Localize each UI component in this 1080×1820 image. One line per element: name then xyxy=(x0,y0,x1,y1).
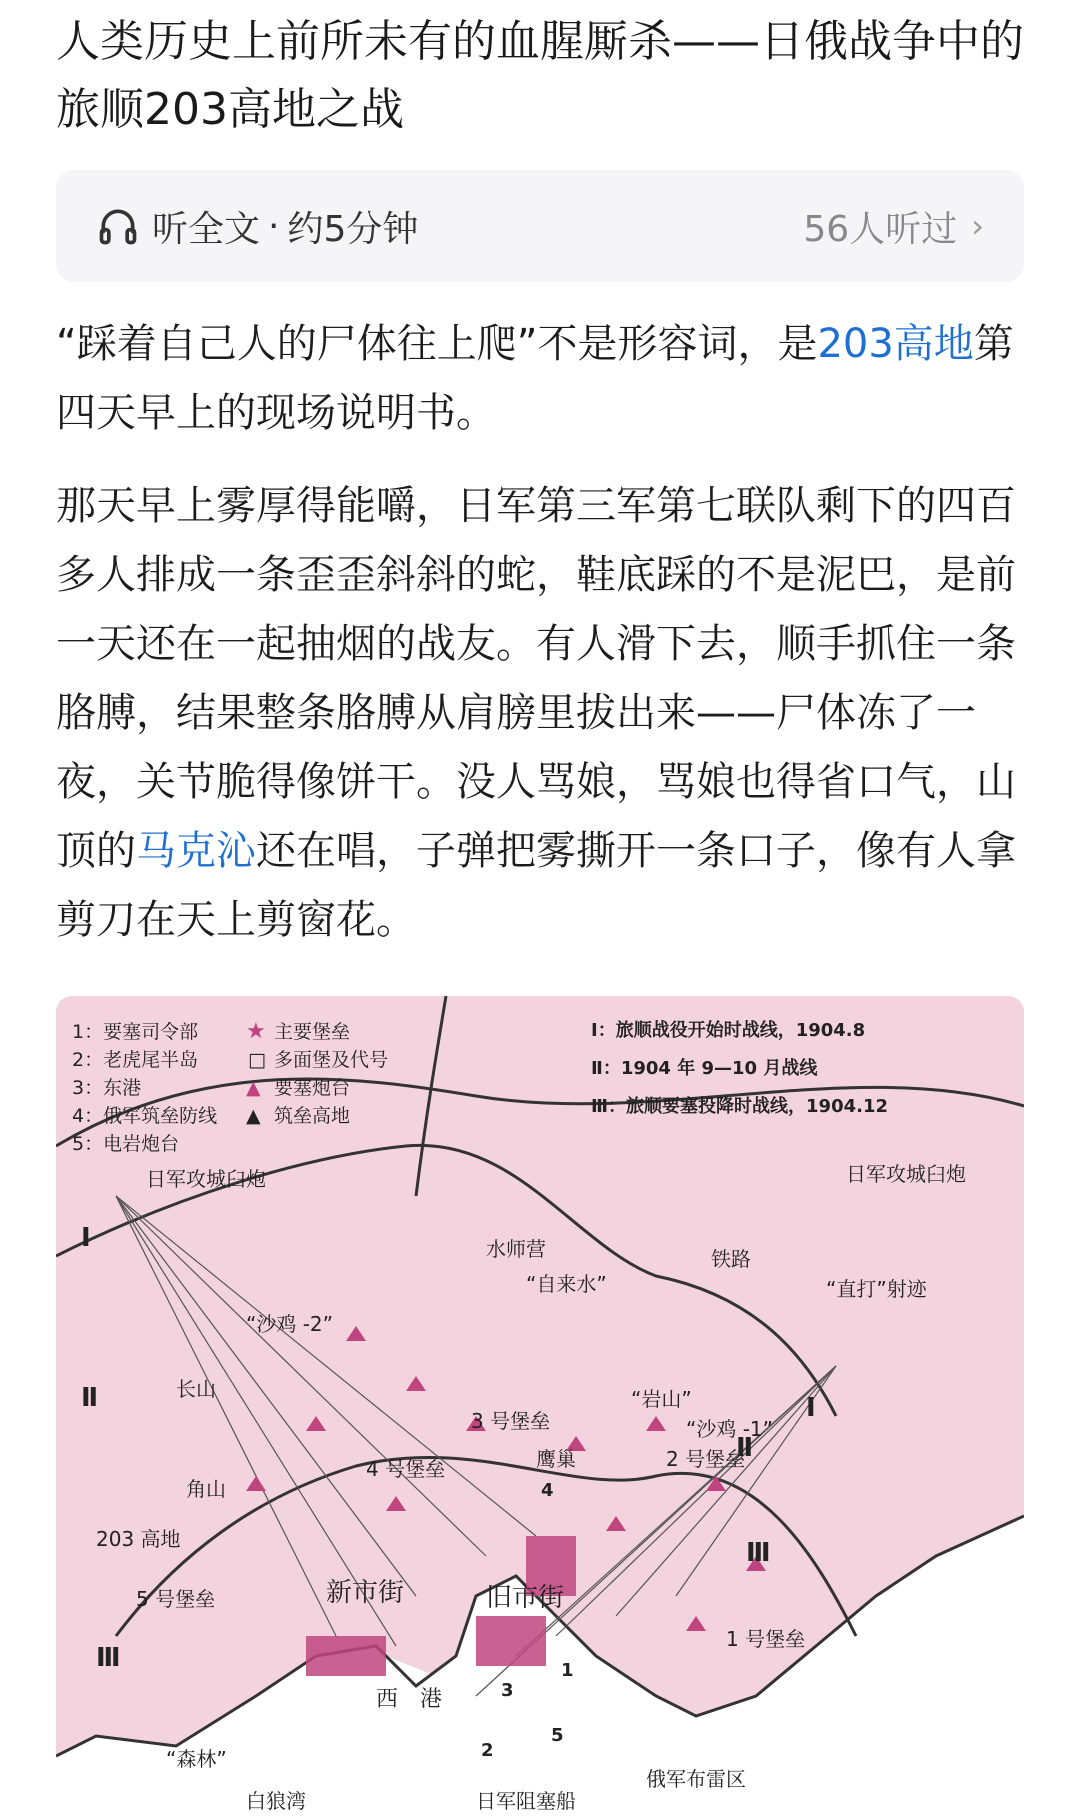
legend-left-item: 5：电岩炮台 xyxy=(72,1133,180,1155)
label-jiaoshan: 角山 xyxy=(186,1477,226,1501)
number-label: 1 xyxy=(561,1660,574,1681)
label-artillery-right: 日军攻城臼炮 xyxy=(846,1162,966,1186)
legend-left xyxy=(72,1021,217,1155)
label-fort2: 2 号堡垒 xyxy=(666,1447,746,1471)
p1-text-before: “踩着自己人的尸体往上爬”不是形容词，是 xyxy=(56,321,818,367)
link-203-hill[interactable]: 203高地 xyxy=(817,321,974,367)
numeral-I: Ⅰ xyxy=(806,1393,816,1423)
listen-full-text-bar[interactable] xyxy=(56,170,1024,282)
paragraph-1 xyxy=(56,310,1026,448)
legend-mid-item: 主要堡垒 xyxy=(274,1021,351,1043)
legend-right-item: Ⅰ：旅顺战役开始时战线，1904.8 xyxy=(591,1020,866,1041)
river xyxy=(416,996,446,1196)
numeral-III: Ⅲ xyxy=(96,1643,121,1673)
number-label: 5 xyxy=(551,1725,564,1746)
p2-text-before: 那天早上雾厚得能嚼，日军第三军第七联队剩下的四百多人排成一条歪歪斜斜的蛇，鞋底踩的不是泥巴，是前一天还在一起抽烟的战友。有人滑下去，顺手抓住一条胳膊，结果整条胳膊从肩膀里拔出来——尸体冻了一夜，关节脆得像饼干。没人骂娘，骂娘也得省口气，山顶的 xyxy=(56,483,1016,874)
label-railway: 铁路 xyxy=(711,1247,751,1271)
numeral-III: Ⅲ xyxy=(746,1538,771,1568)
numeral-II: Ⅱ xyxy=(81,1383,99,1413)
label-minefield: 俄军布雷区 xyxy=(646,1767,746,1791)
label-bailangwan: 白狼湾 xyxy=(246,1789,306,1813)
number-label: 2 xyxy=(481,1740,494,1761)
label-shuishiying: 水师营 xyxy=(486,1237,546,1261)
legend-mid-item: 多面堡及代号 xyxy=(274,1049,389,1071)
watermark xyxy=(764,1766,984,1806)
headphones-icon xyxy=(96,204,140,248)
legend-left-item: 1：要塞司令部 xyxy=(72,1021,199,1043)
legend-mid-item: 筑垒高地 xyxy=(274,1105,351,1127)
label-xigang: 西 港 xyxy=(376,1687,443,1712)
numeral-I: Ⅰ xyxy=(81,1223,91,1253)
label-203: 203 高地 xyxy=(96,1527,181,1551)
article-title: 人类历史上前所未有的血腥厮杀——日俄战争中的旅顺203高地之战 xyxy=(56,16,1024,135)
number-label: 3 xyxy=(501,1680,514,1701)
legend-left-item: 4：俄军筑垒防线 xyxy=(72,1105,218,1127)
label-zilaishui: “自来水” xyxy=(526,1272,607,1296)
link-maxim[interactable]: 马克沁 xyxy=(136,828,256,874)
svg-text:▲: ▲ xyxy=(246,1105,261,1127)
label-changshan: 长山 xyxy=(176,1377,216,1401)
listen-label: 听全文 xyxy=(152,208,261,250)
numeral-II: Ⅱ xyxy=(736,1433,754,1463)
legend-mid-item: 要塞炮台 xyxy=(274,1077,351,1099)
chevron-right-icon: › xyxy=(971,207,984,245)
label-blockship: 日军阻塞船 xyxy=(476,1789,576,1813)
legend-left-item: 2：老虎尾半岛 xyxy=(72,1049,199,1071)
p2-text-after: 还在唱，子弹把雾撕开一条口子，像有人拿剪刀在天上剪窗花。 xyxy=(56,828,1016,943)
svg-text:▲: ▲ xyxy=(246,1077,261,1099)
label-zhida: “直打”射迹 xyxy=(826,1277,927,1301)
legend-right-item: Ⅲ：旅顺要塞投降时战线，1904.12 xyxy=(591,1096,888,1117)
label-fort1: 1 号堡垒 xyxy=(726,1627,806,1651)
label-shaji1: “沙鸡 -1” xyxy=(686,1417,774,1441)
number-label: 4 xyxy=(541,1480,554,1501)
label-yanshan: “岩山” xyxy=(631,1387,692,1411)
label-shaji2: “沙鸡 -2” xyxy=(246,1312,334,1336)
paragraph-2 xyxy=(56,472,1026,955)
legend-left-item: 3：东港 xyxy=(72,1077,142,1099)
legend-mid xyxy=(246,1019,388,1127)
label-jiushijie: 旧市街 xyxy=(486,1583,565,1613)
legend-right xyxy=(591,1019,888,1117)
label-fort4: 4 号堡垒 xyxy=(366,1457,446,1481)
legend-right-item: Ⅱ：1904 年 9—10 月战线 xyxy=(591,1058,818,1079)
p1-text-after: 第四天早上的现场说明书。 xyxy=(56,321,1014,436)
label-xinshijie: 新市街 xyxy=(326,1578,405,1608)
label-fort3: 3 号堡垒 xyxy=(471,1409,551,1433)
svg-text:★: ★ xyxy=(246,1019,266,1044)
svg-text:□: □ xyxy=(248,1049,266,1071)
listen-separator: · xyxy=(268,205,280,247)
listen-duration: 约5分钟 xyxy=(287,208,419,250)
label-fort5: 5 号堡垒 xyxy=(136,1587,216,1611)
battle-map-image[interactable] xyxy=(56,996,1024,1820)
label-yingchao: 鹰巢 xyxy=(536,1447,576,1471)
listen-count: 56人听过 xyxy=(803,208,958,250)
label-artillery-left: 日军攻城臼炮 xyxy=(146,1167,266,1191)
label-senlin: “森林” xyxy=(166,1747,227,1771)
